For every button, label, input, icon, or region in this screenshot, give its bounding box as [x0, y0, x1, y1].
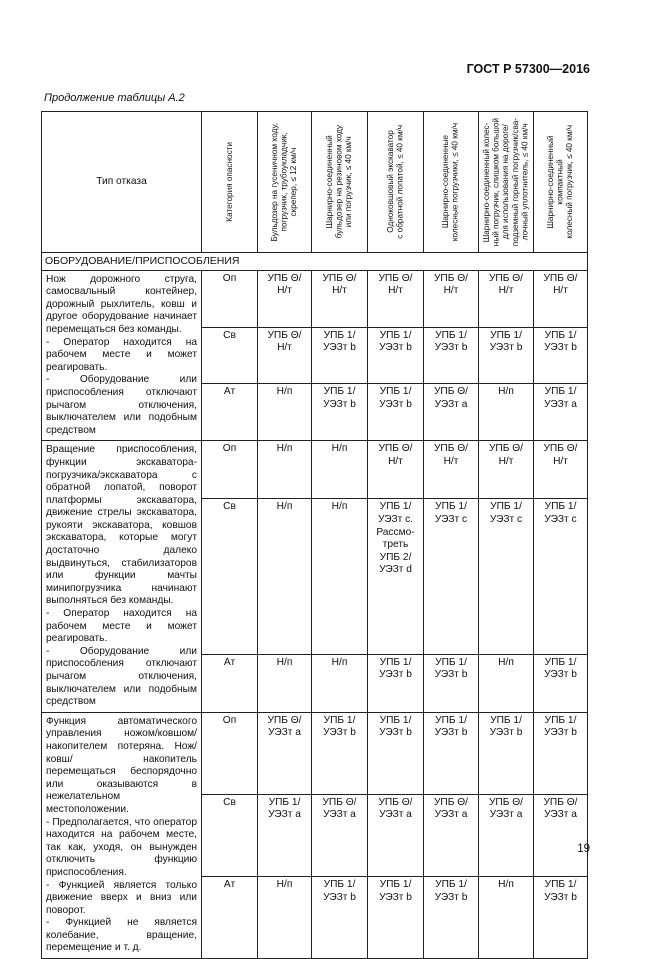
requirement-cell: УПБ 1/ УЭЗт b: [312, 712, 368, 794]
requirement-cell: УПБ Θ/ УЭЗт a: [368, 794, 424, 876]
hazard-table: [41, 111, 588, 959]
header-articulated-wheel-loader: Шарнирно-соединенные колесные погрузчики, ≤ 40 км/ч: [424, 112, 479, 253]
requirement-cell: УПБ Θ/ УЭЗт a: [312, 794, 368, 876]
hazard-category-cell: Св: [202, 499, 258, 654]
requirement-cell: Н/п: [479, 654, 534, 712]
requirement-cell: УПБ 1/ УЭЗт b: [368, 712, 424, 794]
hazard-category-cell: Св: [202, 327, 258, 384]
requirement-cell: УПБ 1/ УЭЗт b: [424, 876, 479, 958]
requirement-cell: УПБ 1/ УЭЗт b: [534, 654, 588, 712]
requirement-cell: УПБ Θ/ Н/т: [534, 270, 588, 327]
table-row: [42, 712, 588, 794]
header-crawler-dozer: Бульдозер на гусеничном ходу, погрузчик, трубоукладчик, скрепер, ≤ 12 км/ч: [258, 112, 312, 253]
requirement-cell: УПБ 1/ УЭЗт b: [312, 876, 368, 958]
requirement-cell: УПБ Θ/ Н/т: [479, 270, 534, 327]
requirement-cell: УПБ 1/ УЭЗт b: [368, 384, 424, 441]
requirement-cell: УПБ Θ/ УЭЗт a: [258, 712, 312, 794]
requirement-cell: УПБ Θ/ Н/т: [479, 441, 534, 499]
requirement-cell: Н/п: [258, 384, 312, 441]
requirement-cell: Н/п: [312, 441, 368, 499]
requirement-cell: УПБ 1/ УЭЗт b: [424, 654, 479, 712]
header-row: [42, 112, 588, 253]
requirement-cell: УПБ 1/ УЭЗт b: [479, 712, 534, 794]
requirement-cell: Н/п: [258, 499, 312, 654]
requirement-cell: УПБ 1/ УЭЗт b: [534, 876, 588, 958]
hazard-category-cell: Ат: [202, 384, 258, 441]
table-row: [42, 441, 588, 499]
requirement-cell: УПБ Θ/ УЭЗт a: [534, 794, 588, 876]
header-hazard-category: Категория опасности: [202, 112, 258, 253]
requirement-cell: УПБ Θ/ Н/т: [424, 270, 479, 327]
section-title: ОБОРУДОВАНИЕ/ПРИСПОСОБЛЕНИЯ: [42, 253, 588, 271]
hazard-category-cell: Ат: [202, 654, 258, 712]
requirement-cell: Н/п: [312, 499, 368, 654]
requirement-cell: УПБ 1/ УЭЗт b: [368, 876, 424, 958]
page-number: 19: [577, 843, 590, 855]
requirement-cell: УПБ Θ/ Н/т: [534, 441, 588, 499]
requirement-cell: УПБ 1/ УЭЗт b: [368, 327, 424, 384]
requirement-cell: УПБ 1/ УЭЗт c: [534, 499, 588, 654]
requirement-cell: УПБ Θ/ УЭЗт a: [424, 794, 479, 876]
section-row: [42, 253, 588, 271]
header-large-wheel-loader: Шарнирно-соединенный колес- ный погрузчик, слишком большой для использования на дороге/ подземный горный погрузчик/сва- лочный уплотнитель, ≤ 40 км/ч: [479, 112, 534, 253]
header-backhoe-excavator: Одноковшовый экскаватор с обратной лопатой, ≤ 40 км/ч: [368, 112, 424, 253]
requirement-cell: Н/п: [479, 384, 534, 441]
requirement-cell: УПБ 1/ УЭЗт b: [479, 327, 534, 384]
hazard-category-cell: Ат: [202, 876, 258, 958]
table-row: [42, 270, 588, 327]
requirement-cell: УПБ 1/ УЭЗт b: [534, 712, 588, 794]
failure-description: Функция автоматического управления ножом/ковшом/накопителем потеряна. Нож/ковш/ накопитель перемещаться беспорядочно или оказываются в нежелательном местоположении. - Предполагается, что оператор находится на рабочем месте, так как, уходя, он вынужден отключить функцию приспособления. - Функцией является только движение вверх и вниз или поворот. - Функцией не является колебание, вращение, перемещение и т. д.: [42, 712, 202, 958]
requirement-cell: Н/п: [258, 654, 312, 712]
hazard-category-cell: Оп: [202, 712, 258, 794]
requirement-cell: Н/п: [479, 876, 534, 958]
requirement-cell: УПБ 1/ УЭЗт c: [479, 499, 534, 654]
requirement-cell: УПБ Θ/ Н/т: [368, 441, 424, 499]
requirement-cell: УПБ 1/ УЭЗт b: [312, 384, 368, 441]
requirement-cell: Н/п: [312, 654, 368, 712]
requirement-cell: УПБ Θ/ УЭЗт a: [479, 794, 534, 876]
requirement-cell: Н/п: [258, 876, 312, 958]
hazard-category-cell: Оп: [202, 270, 258, 327]
requirement-cell: УПБ 1/ УЭЗт c: [424, 499, 479, 654]
requirement-cell: УПБ 1/ УЭЗт b: [424, 327, 479, 384]
requirement-cell: УПБ Θ/ Н/т: [258, 270, 312, 327]
table-caption: Продолжение таблицы А.2: [44, 92, 185, 104]
requirement-cell: УПБ 1/ УЭЗт a: [258, 794, 312, 876]
requirement-cell: УПБ Θ/ УЭЗт a: [424, 384, 479, 441]
header-failure-type: Тип отказа: [42, 112, 202, 253]
requirement-cell: УПБ Θ/ Н/т: [368, 270, 424, 327]
failure-description: Нож дорожного струга, самосвальный контейнер, дорожный рыхлитель, ковш и другое оборудование начинает перемещаться без команды. - Оператор находится на рабочем месте и может реагировать. - Оборудование или приспособления отключают рычагом отключения, выключателем или подобным средством: [42, 270, 202, 441]
requirement-cell: УПБ Θ/ Н/т: [424, 441, 479, 499]
failure-description: Вращение приспособления, функции экскаватора-погрузчика/экскаватора с обратной лопатой, поворот платформы экскаватора, движение стрелы экскаватора, рукояти экскаватора, ковшов экскаватора, которые могут достаточно далеко выдвинуться, стабилизаторов или функции мачты минипогрузчика начинают выполняться без команды. - Оператор находится на рабочем месте и может реагировать. - Оборудование или приспособления отключают рычагом отключения, выключателем или подобным средством: [42, 441, 202, 712]
hazard-category-cell: Оп: [202, 441, 258, 499]
requirement-cell: УПБ 1/ УЭЗт b: [534, 327, 588, 384]
header-articulated-dozer: Шарнирно-соединенный бульдозер на резиновом ходу или погрузчик, ≤ 40 км/ч: [312, 112, 368, 253]
requirement-cell: УПБ Θ/ Н/т: [312, 270, 368, 327]
requirement-cell: УПБ 1/ УЭЗт b: [312, 327, 368, 384]
hazard-category-cell: Св: [202, 794, 258, 876]
requirement-cell: УПБ 1/ УЭЗт b: [368, 654, 424, 712]
requirement-cell: УПБ 1/ УЭЗт b: [424, 712, 479, 794]
requirement-cell: УПБ Θ/ Н/т: [258, 327, 312, 384]
requirement-cell: УПБ 1/ УЭЗт c. Рассмо- треть УПБ 2/ УЭЗт d: [368, 499, 424, 654]
requirement-cell: УПБ 1/ УЭЗт a: [534, 384, 588, 441]
header-compact-wheel-loader: Шарнирно-соединенный компактный колесный погрузчик, ≤ 40 км/ч: [534, 112, 588, 253]
requirement-cell: Н/п: [258, 441, 312, 499]
standard-number: ГОСТ Р 57300—2016: [466, 62, 590, 76]
